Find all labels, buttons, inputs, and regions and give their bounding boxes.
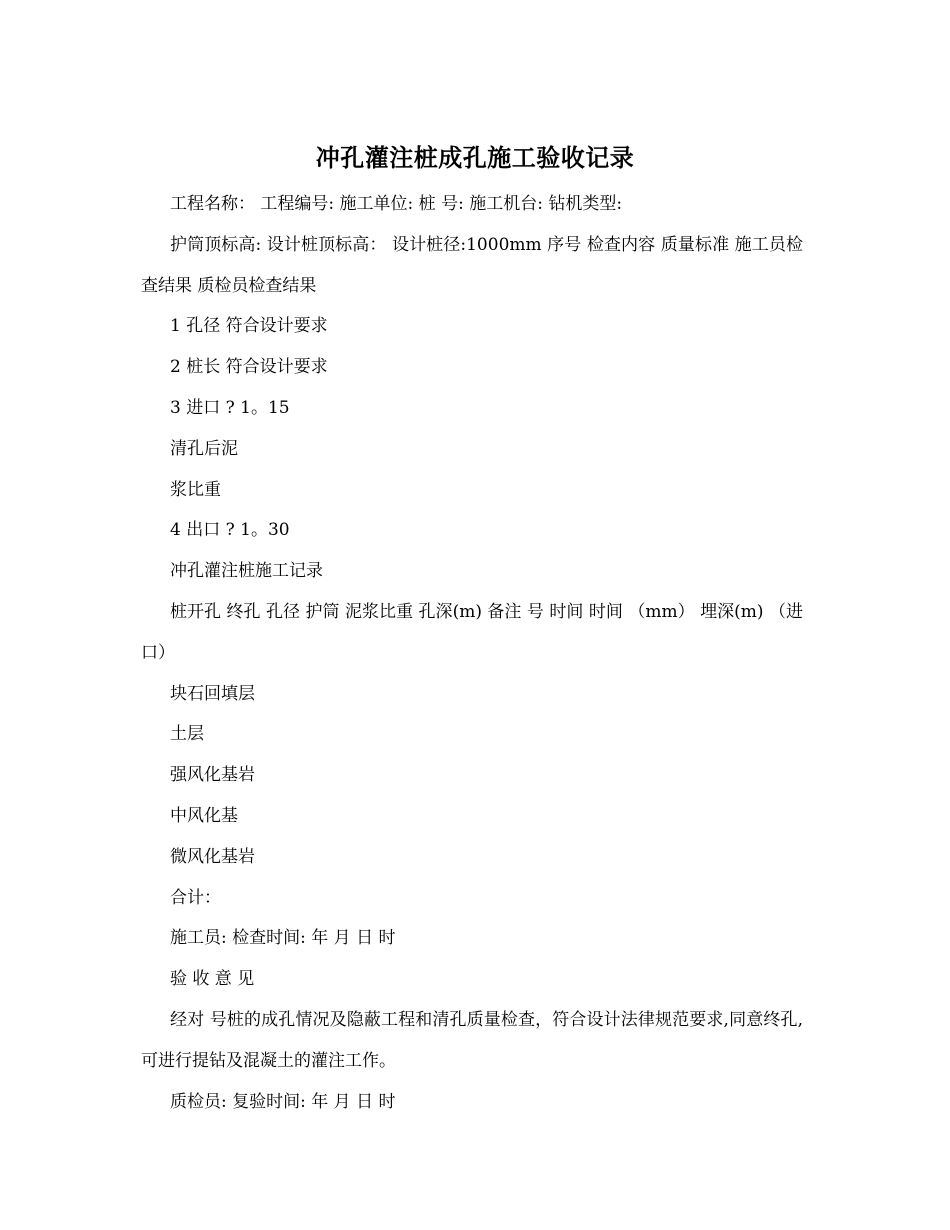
paragraph-mud-label-1: 清孔后泥 [170,438,238,459]
paragraph-layer-strong-weathered: 强风化基岩 [170,765,255,786]
paragraph-layer-slight-weathered: 微风化基岩 [170,846,255,867]
paragraph-item-2: 2 桩长 符合设计要求 [170,357,328,378]
paragraph-record-headers: 桩开孔 终孔 孔径 护筒 泥浆比重 孔深(m) 备注 号 时间 时间 （mm） 埋深(m) （进口） [141,601,803,663]
paragraph-layer-soil: 土层 [170,724,204,745]
paragraph-acceptance-opinion: 经对 号桩的成孔情况及隐蔽工程和清孔质量检查，符合设计法律规范要求,同意终孔,可进行提钻及混凝土的灌注工作。 [141,1009,803,1071]
paragraph-acceptance-heading: 验 收 意 见 [170,969,255,990]
document-title: 冲孔灌注桩成孔施工验收记录 [315,143,635,172]
paragraph-inspector-signoff: 质检员: 复验时间: 年 月 日 时 [170,1091,396,1112]
document-body [141,184,803,1122]
paragraph-item-1: 1 孔径 符合设计要求 [170,316,328,337]
paragraph-section-title: 冲孔灌注桩施工记录 [170,561,323,582]
paragraph-layer-rubble: 块石回填层 [170,683,255,704]
paragraph-layer-medium-weathered: 中风化基 [170,805,238,826]
paragraph-item-3: 3 进口 ? 1。15 [170,397,290,418]
paragraph-project-info: 工程名称： 工程编号: 施工单位: 桩 号: 施工机台: 钻机类型: [170,194,623,214]
paragraph-constructor-signoff: 施工员: 检查时间: 年 月 日 时 [170,928,396,949]
paragraph-elevation-headers: 护筒顶标高: 设计桩顶标高： 设计桩径:1000mm 序号 检查内容 质量标准 施工员检查结果 质检员检查结果 [141,234,803,296]
paragraph-mud-label-2: 浆比重 [170,479,221,500]
paragraph-item-4: 4 出口 ? 1。30 [170,520,290,541]
paragraph-total: 合计： [170,887,221,908]
